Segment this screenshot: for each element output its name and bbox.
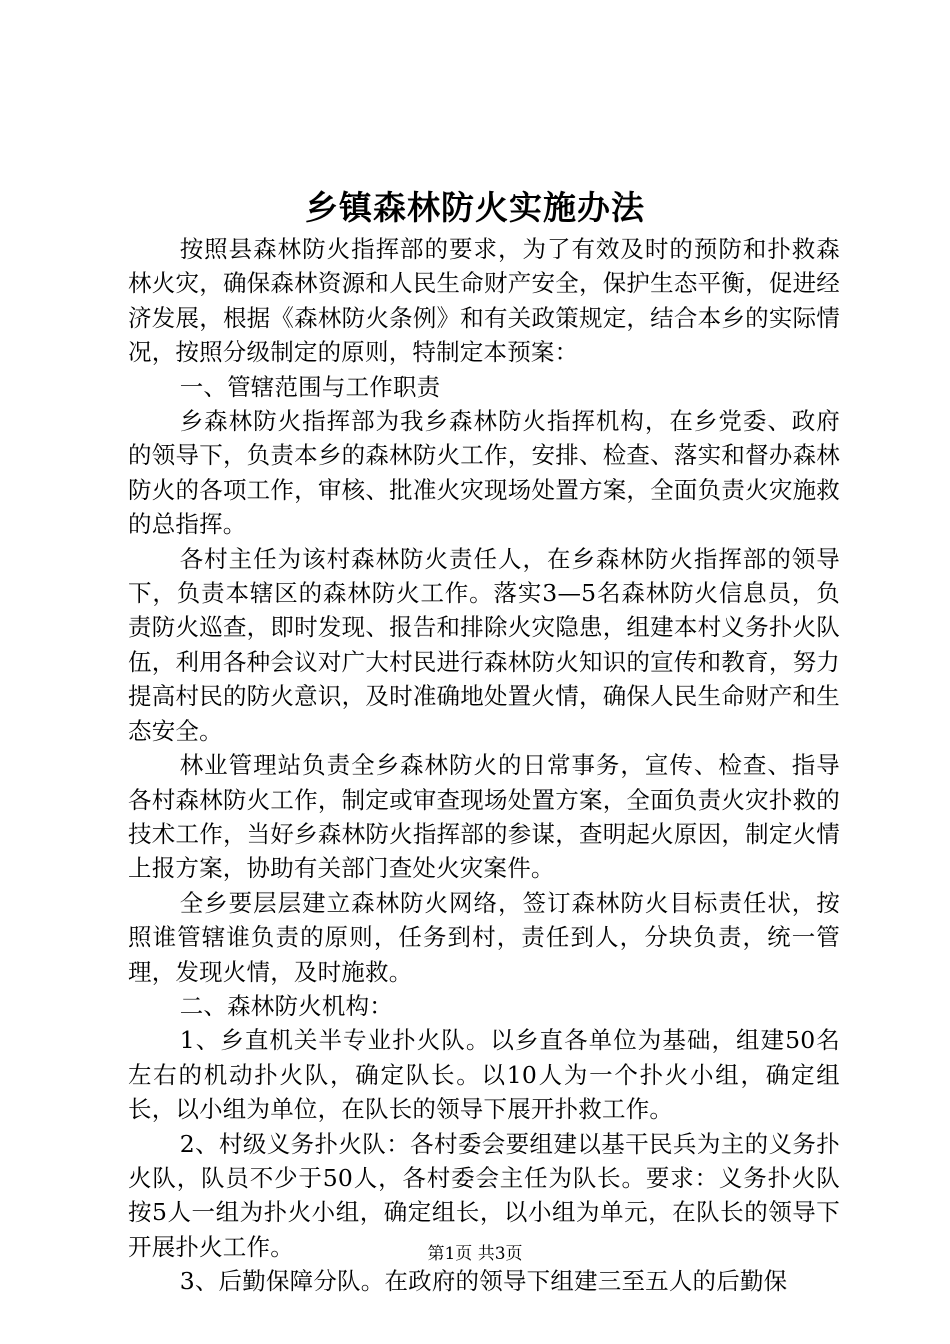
section-heading-2: 二、森林防火机构： (179, 991, 393, 1020)
paragraph-intro: 按照县森林防火指挥部的要求，为了有效及时的预防和扑救森林火灾，确保森林资源和人民生命财产安全，保护生态平衡，促进经济发展，根据《森林防火条例》和有关政策规定，结合本乡的实际情况，按照分级制定的原则，特制定本预案： (128, 235, 840, 367)
document-body (128, 232, 840, 1299)
paragraph-forestry-station: 林业管理站负责全乡森林防火的日常事务，宣传、检查、指导各村森林防火工作，制定或审查现场处置方案，全面负责火灾扑救的技术工作，当好乡森林防火指挥部的参谋，查明起火原因，制定火情上报方案，协助有关部门查处火灾案件。 (128, 751, 840, 883)
paragraph-item-3: 3、后勤保障分队。在政府的领导下组建三至五人的后勤保 (179, 1267, 788, 1296)
section-heading-1: 一、管辖范围与工作职责 (179, 372, 441, 401)
page-footer: 第1页 共3页 (427, 1244, 523, 1264)
document-title: 乡镇森林防火实施办法 (305, 188, 645, 227)
paragraph-item-2: 2、村级义务扑火队：各村委会要组建以基干民兵为主的义务扑火队，队员不少于50人，各村委会主任为队长。要求：义务扑火队按5人一组为扑火小组，确定组长，以小组为单元，在队长的领导下开展扑火工作。 (128, 1129, 840, 1261)
paragraph-item-1: 1、乡直机关半专业扑火队。以乡直各单位为基础，组建50名左右的机动扑火队，确定队长。以10人为一个扑火小组，确定组长，以小组为单位，在队长的领导下展开扑救工作。 (128, 1026, 840, 1124)
paragraph-township-command: 乡森林防火指挥部为我乡森林防火指挥机构，在乡党委、政府的领导下，负责本乡的森林防火工作，安排、检查、落实和督办森林防火的各项工作，审核、批准火灾现场处置方案，全面负责火灾施救的总指挥。 (128, 407, 840, 539)
paragraph-network: 全乡要层层建立森林防火网络，签订森林防火目标责任状，按照谁管辖谁负责的原则，任务到村，责任到人，分块负责，统一管理，发现火情，及时施救。 (128, 888, 840, 986)
paragraph-village-director: 各村主任为该村森林防火责任人，在乡森林防火指挥部的领导下，负责本辖区的森林防火工作。落实3—5名森林防火信息员，负责防火巡查，即时发现、报告和排除火灾隐患，组建本村义务扑火队伍，利用各种会议对广大村民进行森林防火知识的宣传和教育，努力提高村民的防火意识，及时准确地处置火情，确保人民生命财产和生态安全。 (128, 544, 840, 745)
